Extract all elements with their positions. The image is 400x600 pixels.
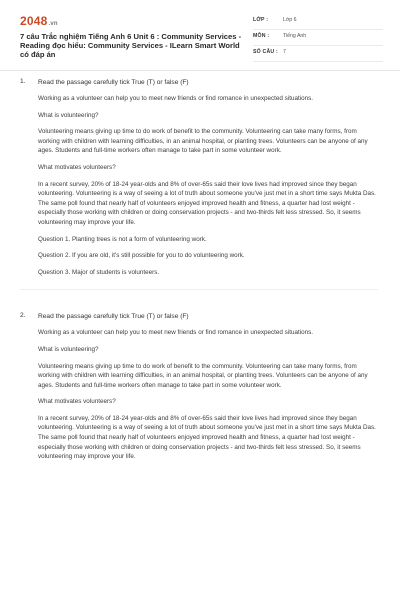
meta-row-grade bbox=[253, 14, 383, 30]
document-title: 7 câu Trắc nghiệm Tiếng Anh 6 Unit 6 : Community Services - Reading đọc hiểu: Community Services - ILearn Smart World có đáp án bbox=[20, 32, 242, 60]
meta-label: LỚP : bbox=[253, 17, 269, 23]
question-number: 2. bbox=[20, 312, 26, 320]
meta-value: Lớp 6 bbox=[283, 17, 297, 23]
passage-paragraph: Volunteering means giving up time to do work of benefit to the community. Volunteering can take many forms, from working with children with learning difficulties, in an animal hospital, or planting trees. Volunteers can be anyone of any ages. Students and full-time workers often manage to take part in some volunteer work. bbox=[38, 362, 368, 389]
logo-main: 2048 bbox=[20, 14, 48, 28]
passage-paragraph: Working as a volunteer can help you to meet new friends or find romance in unexpected situations. bbox=[38, 95, 314, 102]
meta-value: 7 bbox=[283, 49, 286, 55]
passage-subheading: What is volunteering? bbox=[38, 345, 99, 353]
sub-question: Question 3. Major of students is volunteers. bbox=[38, 268, 160, 276]
meta-value: Tiếng Anh bbox=[283, 33, 307, 39]
passage-subheading: What motivates volunteers? bbox=[38, 398, 116, 406]
sub-question: Question 2. If you are old, it's still possible for you to do volunteering work. bbox=[38, 252, 245, 260]
passage-paragraph: Volunteering means giving up time to do work of benefit to the community. Volunteering can take many forms, from working with children with learning difficulties, in an animal hospital, or planting trees. Volunteers can be anyone of any ages. Students and full-time workers often manage to take part in some volunteer work. bbox=[38, 128, 368, 155]
passage-paragraph: Working as a volunteer can help you to meet new friends or find romance in unexpected situations. bbox=[38, 329, 314, 337]
content bbox=[0, 78, 400, 469]
meta-row-subject bbox=[253, 30, 383, 46]
meta-label: MÔN : bbox=[253, 33, 270, 39]
meta-row-count bbox=[253, 46, 383, 62]
question-instruction: Read the passage carefully tick True (T) or false (F) bbox=[38, 313, 189, 321]
meta-info bbox=[253, 14, 383, 62]
passage-paragraph: In a recent survey, 20% of 18-24 year-olds and 8% of over-65s said their love lives had improved since they began volunteering. Volunteering is a way of seeing a lot of truth about someone you've just met in a short time says Mukta Das. The same poll found that nearly half of volunteers enjoyed improved health and fitness, a quarter had lost weight - especially those working with children or doing conservation projects - and two-thirds felt less stressed. So, it seems volunteering may improve your life. bbox=[38, 414, 376, 461]
site-logo[interactable] bbox=[20, 14, 58, 28]
question-number: 1. bbox=[20, 78, 26, 85]
sub-question: Question 1. Planting trees is not a form of volunteering work. bbox=[38, 235, 207, 243]
header bbox=[0, 0, 400, 71]
question-instruction: Read the passage carefully tick True (T) or false (F) bbox=[38, 79, 189, 86]
question-divider bbox=[20, 289, 378, 290]
question-2 bbox=[0, 312, 400, 462]
logo-suffix: .vn bbox=[48, 21, 58, 27]
meta-label: SỐ CÂU : bbox=[253, 49, 278, 55]
passage-paragraph: In a recent survey, 20% of 18-24 year-olds and 8% of over-65s said their love lives had improved since they began volunteering. Volunteering is a way of seeing a lot of truth about someone you've just met in a short time says Mukta Das. The same poll found that nearly half of volunteers enjoyed improved health and fitness, a quarter had lost weight - especially those working with children or doing conservation projects - and two-thirds felt less stressed. So, it seems volunteering may improve your life. bbox=[38, 180, 376, 226]
question-1 bbox=[0, 78, 400, 277]
passage-subheading: What motivates volunteers? bbox=[38, 163, 116, 171]
passage-subheading: What is volunteering? bbox=[38, 111, 99, 119]
